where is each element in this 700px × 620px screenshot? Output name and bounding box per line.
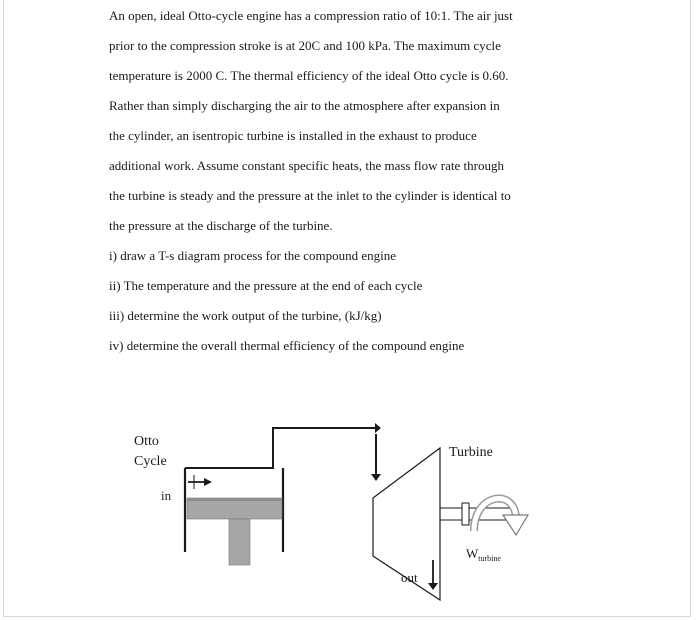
paragraph-line: temperature is 2000 C. The thermal efficiency of the ideal Otto cycle is 0.60. [109, 68, 509, 83]
question-item-3: iii) determine the work output of the turbine, (kJ/kg) [109, 308, 382, 323]
paragraph-line: the pressure at the discharge of the turbine. [109, 218, 333, 233]
turbine-label: Turbine [449, 445, 493, 460]
exhaust-pipe [185, 428, 375, 468]
question-item-1: i) draw a T-s diagram process for the compound engine [109, 248, 397, 263]
work-label-main: W [466, 546, 479, 561]
paragraph-line: additional work. Assume constant specific heats, the mass flow rate through [109, 158, 504, 173]
piston [187, 498, 282, 519]
paragraph-line: the turbine is steady and the pressure at the inlet to the cylinder is identical to [109, 188, 511, 203]
question-item-2: ii) The temperature and the pressure at the end of each cycle [109, 278, 423, 293]
in-label: in [161, 488, 172, 503]
turbine-shaft-coupling [462, 503, 469, 525]
arrow-down-icon [371, 474, 381, 481]
connecting-rod [229, 519, 250, 565]
arrow-right-icon [204, 478, 212, 486]
work-label-sub: turbine [478, 554, 501, 563]
piston-top [187, 498, 282, 501]
arrow-right-icon [375, 423, 381, 433]
cycle-label: Cycle [134, 454, 167, 469]
arrow-down-icon [428, 583, 438, 590]
paragraph-line: prior to the compression stroke is at 20C and 100 kPa. The maximum cycle [109, 38, 501, 53]
otto-label: Otto [134, 434, 159, 449]
out-label: out [401, 570, 418, 585]
work-output-arrow-icon [474, 499, 528, 535]
question-item-4: iv) determine the overall thermal efficiency of the compound engine [109, 338, 465, 353]
paragraph-line: Rather than simply discharging the air to the atmosphere after expansion in [109, 98, 500, 113]
paragraph-line: the cylinder, an isentropic turbine is installed in the exhaust to produce [109, 128, 477, 143]
work-label [466, 546, 501, 563]
paragraph-line: An open, ideal Otto-cycle engine has a compression ratio of 10:1. The air just [109, 8, 513, 23]
